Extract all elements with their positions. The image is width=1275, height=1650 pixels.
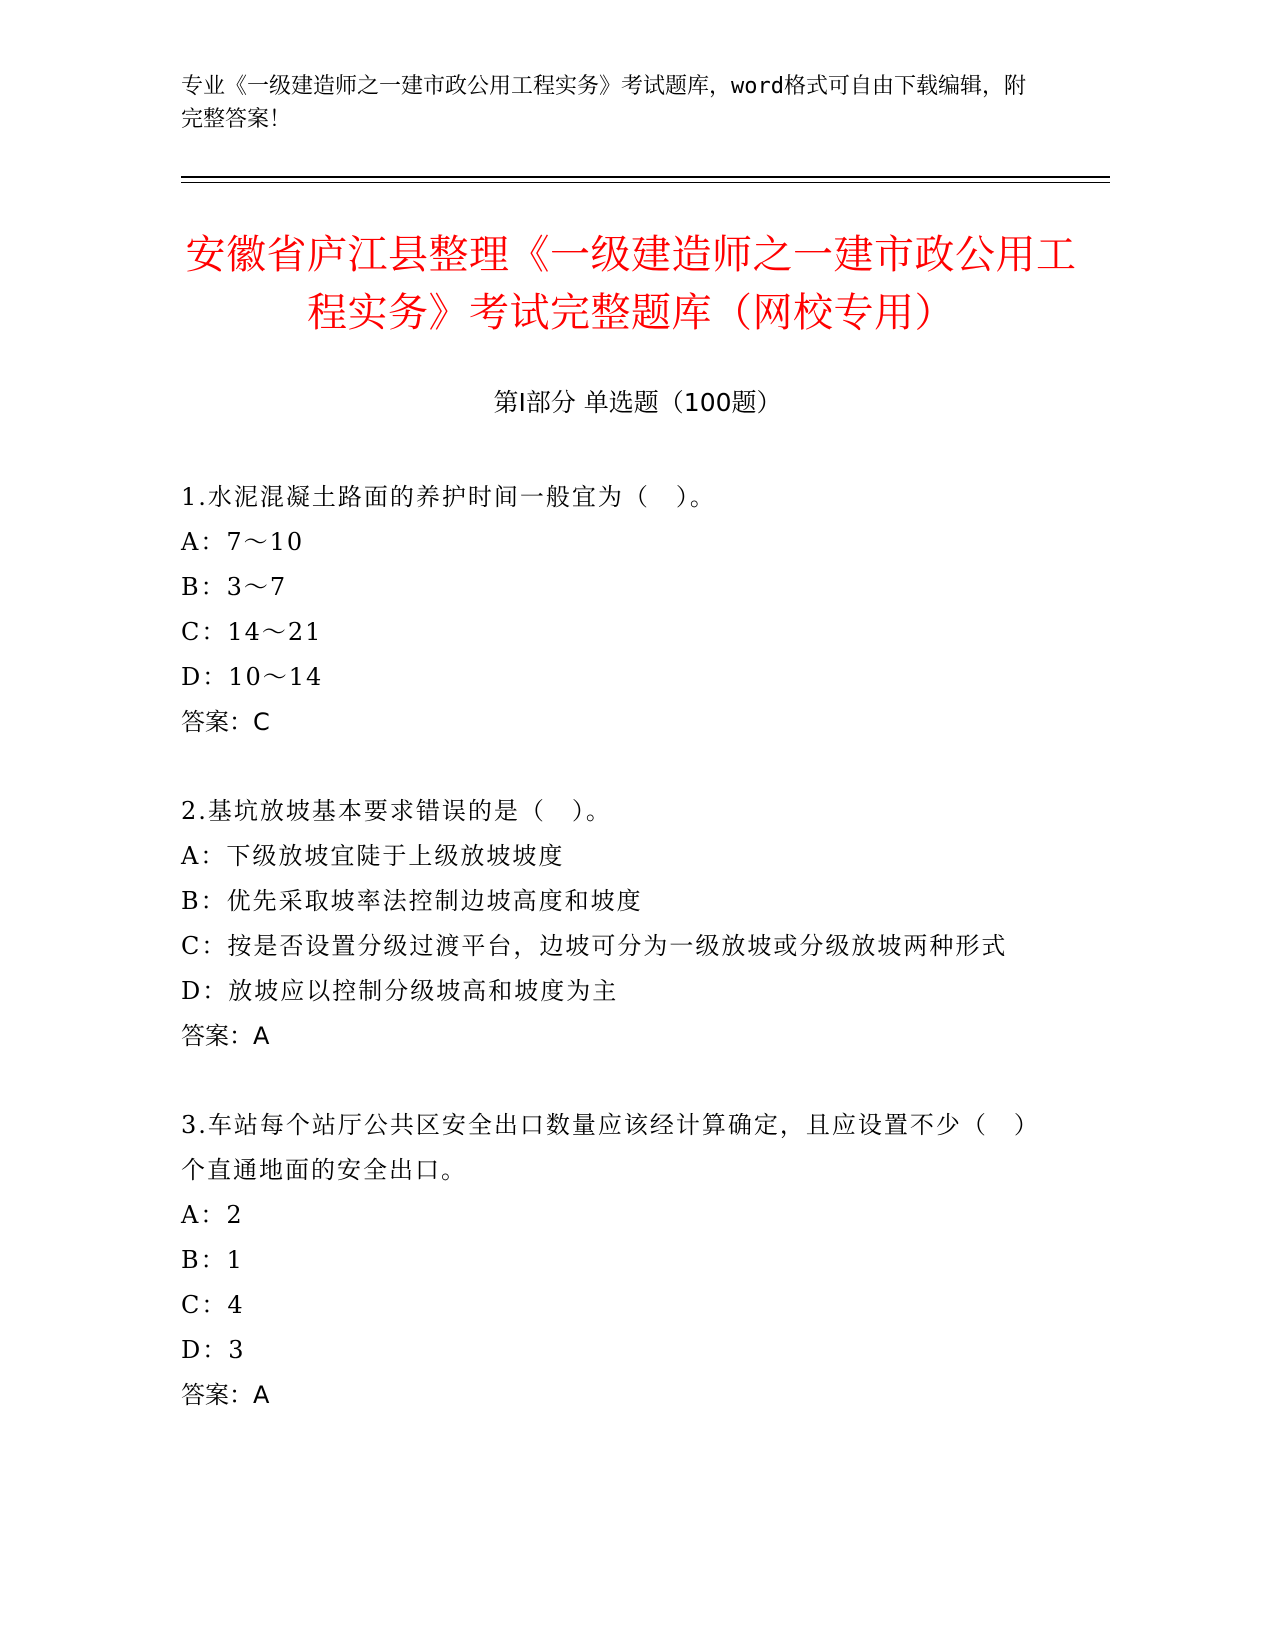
option-a: A：下级放坡宜陡于上级放坡坡度 [181,842,565,870]
option-d: D：3 [181,1336,246,1364]
option-c: C：按是否设置分级过渡平台，边坡可分为一级放坡或分级放坡两种形式 [181,932,1008,960]
question-3 [181,1103,1051,1418]
option-c: C：14～21 [181,618,323,646]
option-c: C：4 [181,1291,245,1319]
answer: 答案：A [181,1022,270,1050]
header-note: 专业《一级建造师之一建市政公用工程实务》考试题库，word格式可自由下载编辑，附完整答案！ [181,74,1026,132]
question-list [181,475,1051,1462]
question-stem: 2.基坑放坡基本要求错误的是（ ）。 [181,797,612,825]
document-title: 安徽省庐江县整理《一级建造师之一建市政公用工程实务》考试完整题库（网校专用） [185,232,1077,336]
header-rule-thin [181,182,1110,183]
answer: 答案：C [181,708,270,736]
option-d: D：10～14 [181,663,324,691]
question-stem: 3.车站每个站厅公共区安全出口数量应该经计算确定，且应设置不少（ ）个直通地面的安全出口。 [181,1111,1040,1184]
question-stem: 1.水泥混凝土路面的养护时间一般宜为（ ）。 [181,483,716,511]
section-title: 第Ⅰ部分 单选题（100题） [493,388,782,417]
option-a: A：7～10 [181,528,305,556]
header-rule-thick [181,176,1110,178]
question-1 [181,475,1051,745]
option-b: B：3～7 [181,573,288,601]
option-b: B：1 [181,1246,244,1274]
option-b: B：优先采取坡率法控制边坡高度和坡度 [181,887,643,915]
question-2 [181,789,1051,1059]
answer: 答案：A [181,1381,270,1409]
option-d: D：放坡应以控制分级坡高和坡度为主 [181,977,619,1005]
option-a: A：2 [181,1201,244,1229]
